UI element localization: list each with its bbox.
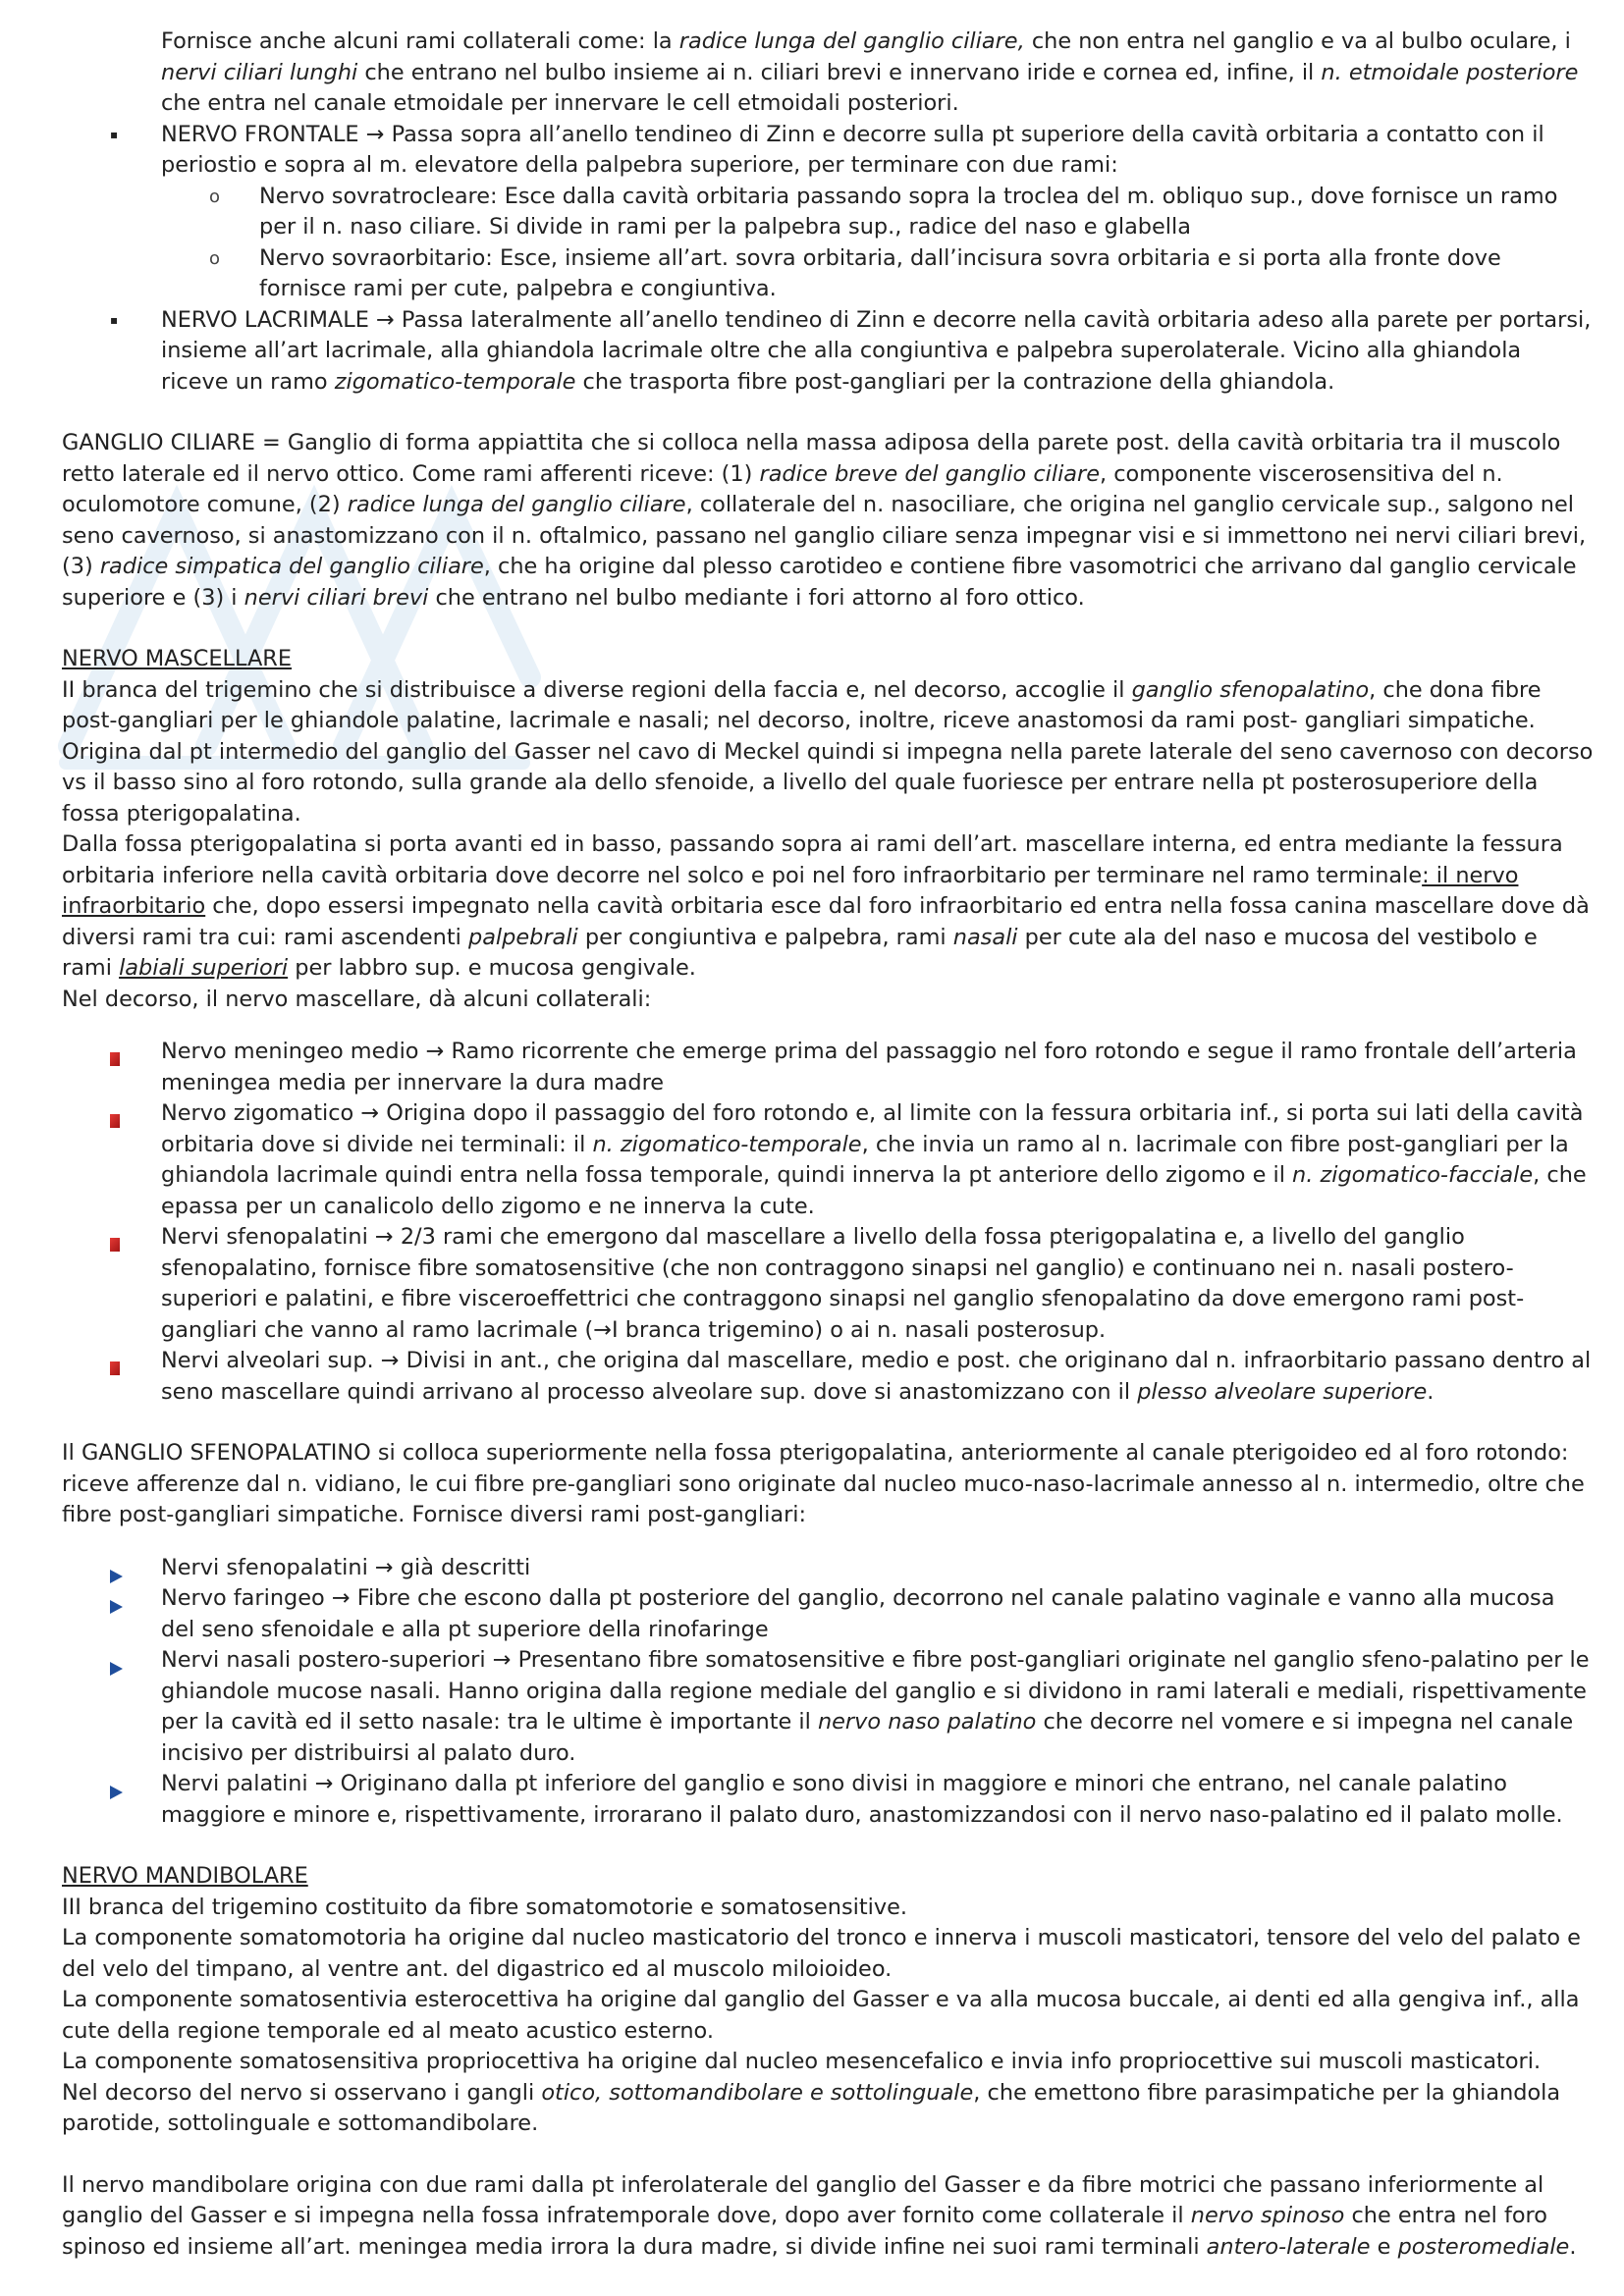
- list-item-nasali: Nervi nasali postero-superiori → Presentano fibre somatosensitive e fibre post-gangliari originate nel ganglio sfeno-palatino per le ghiandole mucose nasali. Hanno origina dalla regione mediale del ganglio e si dividono in rami laterali e mediali, rispettivamente per la cavità ed il setto nasale: tra le ultime è importante il nervo naso palatino che decorre nel vomere e si impegna nel canale incisivo per distribuirsi al palato duro.: [62, 1645, 1594, 1769]
- sub-item-sovraorbitario: o Nervo sovraorbitario: Esce, insieme all’art. sovra orbitaria, dall’incisura sovra orbitaria e si porta alla fronte dove fornisce rami per cute, palpebra e congiuntiva.: [209, 244, 1501, 301]
- list-item-alveolari: Nervi alveolari sup. → Divisi in ant., che origina dal mascellare, medio e post. che originano dal n. infraorbitario passano dentro al seno mascellare quindi arrivano al processo alveolare sup. dove si anastomizzano con il plesso alveolare superiore.: [62, 1346, 1594, 1408]
- triangle-bullet-icon: [110, 1592, 123, 1624]
- red-bullet-icon: [110, 1106, 120, 1138]
- sub-item-sovratrocleare: o Nervo sovratrocleare: Esce dalla cavità orbitaria passando sopra la troclea del m. obliquo sup., dove fornisce un ramo per il n. naso ciliare. Si divide in rami per la palpebra sup., radice del naso e glabella: [209, 183, 1558, 240]
- paragraph-mandibolare-5: Nel decorso del nervo si osservano i gangli otico, sottomandibolare e sottolinguale, che emettono fibre parasimpatiche per la ghiandola parotide, sottolinguale e sottomandibolare.: [62, 2079, 1561, 2136]
- list-item-nervo-lacrimale: ▪ NERVO LACRIMALE → Passa lateralmente all’anello tendineo di Zinn e decorre nella cavità orbitaria adeso alla parete per portarsi, insieme all’art lacrimale, alla ghiandola lacrimale oltre che alla congiuntiva e palpebra superolaterale. Vicino alla ghiandola riceve un ramo zigomatico-temporale che trasporta fibre post-gangliari per la contrazione della ghiandola.: [110, 306, 1592, 395]
- red-bullet-icon: [110, 1230, 120, 1261]
- list-item-faringeo: Nervo faringeo → Fibre che escono dalla pt posteriore del ganglio, decorrono nel canale palatino vaginale e vanno alla mucosa del seno sfenoidale e alla pt superiore della rinofaringe: [62, 1583, 1594, 1645]
- paragraph-ganglio-ciliare: GANGLIO CILIARE = Ganglio di forma appiattita che si colloca nella massa adiposa della parete post. della cavità orbitaria tra il muscolo retto laterale ed il nervo ottico. Come rami afferenti riceve: (1) radice breve del ganglio ciliare, componente viscerosensitiva del n. oculomotore comune, (2) radice lunga del ganglio ciliare, collaterale del n. nasociliare, che origina nel ganglio cervicale sup., salgono nel seno cavernoso, si anastomizzano con il n. oftalmico, passano nel ganglio ciliare senza impegnar visi e si immettono nei nervi ciliari brevi, (3) radice simpatica del ganglio ciliare, che ha origine dal plesso carotideo e contiene fibre vasomotrici che arrivano dal ganglio cervicale superiore e (3) i nervi ciliari brevi che entrano nel bulbo mediante i fori attorno al foro ottico.: [62, 430, 1587, 611]
- square-bullet-icon: ▪: [110, 312, 119, 327]
- paragraph-mascellare-2: Dalla fossa pterigopalatina si porta avanti ed in basso, passando sopra ai rami dell’art. mascellare interna, ed entra mediante la fessura orbitaria inferiore nella cavità orbitaria dove decorre nel solco e poi nel foro infraorbitario per terminare nel ramo terminale: il nervo infraorbitario che, dopo essersi impegnato nella cavità orbitaria esce dal foro infraorbitario ed entra nella fossa canina mascellare dove dà diversi rami tra cui: rami ascendenti palpebrali per congiuntiva e palpebra, rami nasali per cute ala del naso e mucosa del vestibolo e rami labiali superiori per labbro sup. e mucosa gengivale.: [62, 831, 1590, 981]
- paragraph-ganglio-sfenopalatino: Il GANGLIO SFENOPALATINO si colloca superiormente nella fossa pterigopalatina, anteriormente al canale pterigoideo ed al foro rotondo: riceve afferenze dal n. vidiano, le cui fibre pre-gangliari sono originate dal nucleo muco-naso-lacrimale annesso al n. intermedio, oltre che fibre post-gangliari simpatiche. Fornisce diversi rami post-gangliari:: [62, 1440, 1585, 1527]
- paragraph-mandibolare-6: Il nervo mandibolare origina con due rami dalla pt inferolaterale del ganglio del Gasser e da fibre motrici che passano inferiormente al ganglio del Gasser e si impegna nella fossa infratemporale dove, dopo aver fornito come collaterale il nervo spinoso che entra nel foro spinoso ed insieme all’art. meningea media irrora la dura madre, si divide infine nei suoi rami terminali antero-laterale e posteromediale.: [62, 2171, 1577, 2260]
- circle-bullet-icon: o: [209, 186, 221, 207]
- list-item-zigomatico: Nervo zigomatico → Origina dopo il passaggio del foro rotondo e, al limite con la fessura orbitaria inf., si porta sui lati della cavità orbitaria dove si divide nei terminali: il n. zigomatico-temporale, che invia un ramo al n. lacrimale con fibre post-gangliari per la ghiandola lacrimale quindi entra nella fossa temporale, quindi innerva la pt anteriore dello zigomo e il n. zigomatico-facciale, che epassa per un canalicolo dello zigomo e ne innerva la cute.: [62, 1098, 1594, 1222]
- list-item-nervi-sfenopalatini: Nervi sfenopalatini → già descritti: [62, 1553, 1594, 1584]
- list-item-nervo-frontale: ▪ NERVO FRONTALE → Passa sopra all’anello tendineo di Zinn e decorre sulla pt superiore della cavità orbitaria a contatto con il periostio e sopra al m. elevatore della palpebra superiore, per terminare con due rami:: [110, 121, 1544, 178]
- list-item-sfenopalatini: Nervi sfenopalatini → 2/3 rami che emergono dal mascellare a livello della fossa pterigopalatina e, a livello del ganglio sfenopalatino, fornisce fibre somatosensitive (che non contraggono sinapsi nel ganglio) e continuano nei n. nasali postero-superiori e palatini, e fibre visceroeffettrici che contraggono sinapsi nel ganglio sfenopalatino da dove emergono rami post-gangliari che vanno al ramo lacrimale (→I branca trigemino) o ai n. nasali posterosup.: [62, 1222, 1594, 1346]
- red-bullet-icon: [110, 1354, 120, 1385]
- paragraph-mascellare-1: II branca del trigemino che si distribuisce a diverse regioni della faccia e, nel decorso, accoglie il ganglio sfenopalatino, che dona fibre post-gangliari per le ghiandole palatine, lacrimale e nasali; nel decorso, inoltre, riceve anastomosi da rami post- gangliari simpatiche. Origina dal pt intermedio del ganglio del Gasser nel cavo di Meckel quindi si impegna nella parete laterale del seno cavernoso con decorso vs il basso sino al foro rotondo, sulla grande ala dello sfenoide, a livello del quale fuoriesce per entrare nella pt posterosuperiore della fossa pterigopalatina.: [62, 676, 1594, 827]
- list-item-meningeo-medio: Nervo meningeo medio → Ramo ricorrente che emerge prima del passaggio nel foro rotondo e segue il ramo frontale dell’arteria meningea media per innervare la dura madre: [62, 1037, 1594, 1098]
- paragraph-collaterali: Fornisce anche alcuni rami collaterali come: la radice lunga del ganglio ciliare, che non entra nel ganglio e va al bulbo oculare, i nervi ciliari lunghi che entrano nel bulbo insieme ai n. ciliari brevi e innervano iride e cornea ed, infine, il n. etmoidale posteriore che entra nel canale etmoidale per innervare le cell etmoidali posteriori.: [161, 28, 1579, 116]
- triangle-bullet-icon: [110, 1654, 123, 1685]
- circle-bullet-icon: o: [209, 247, 221, 269]
- red-bullet-icon: [110, 1044, 120, 1076]
- heading-nervo-mascellare: NERVO MASCELLARE: [62, 646, 293, 671]
- paragraph-mascellare-3: Nel decorso, il nervo mascellare, dà alcuni collaterali:: [62, 986, 652, 1012]
- triangle-bullet-icon: [110, 1778, 123, 1809]
- paragraph-mandibolare-3: La componente somatosentivia esterocettiva ha origine dal ganglio del Gasser e va alla mucosa buccale, ai denti ed alla gengiva inf., alla cute della regione temporale ed al meato acustico esterno.: [62, 1987, 1580, 2044]
- document-body: [62, 27, 1594, 2263]
- paragraph-mandibolare-1: III branca del trigemino costituito da fibre somatomotorie e somatosensitive.: [62, 1894, 908, 1920]
- heading-nervo-mandibolare: NERVO MANDIBOLARE: [62, 1863, 308, 1889]
- paragraph-mandibolare-2: La componente somatomotoria ha origine dal nucleo masticatorio del tronco e innerva i muscoli masticatori, tensore del velo del palato e del velo del timpano, al ventre ant. del digastrico ed al muscolo miloioideo.: [62, 1925, 1581, 1982]
- square-bullet-icon: ▪: [110, 127, 119, 141]
- list-item-palatini: Nervi palatini → Originano dalla pt inferiore del ganglio e sono divisi in maggiore e minori che entrano, nel canale palatino maggiore e minore e, rispettivamente, irrorarano il palato duro, anastomizzandosi con il nervo naso-palatino ed il palato molle.: [62, 1769, 1594, 1831]
- paragraph-mandibolare-4: La componente somatosensitiva propriocettiva ha origine dal nucleo mesencefalico e invia info propriocettive sui muscoli masticatori.: [62, 2049, 1542, 2074]
